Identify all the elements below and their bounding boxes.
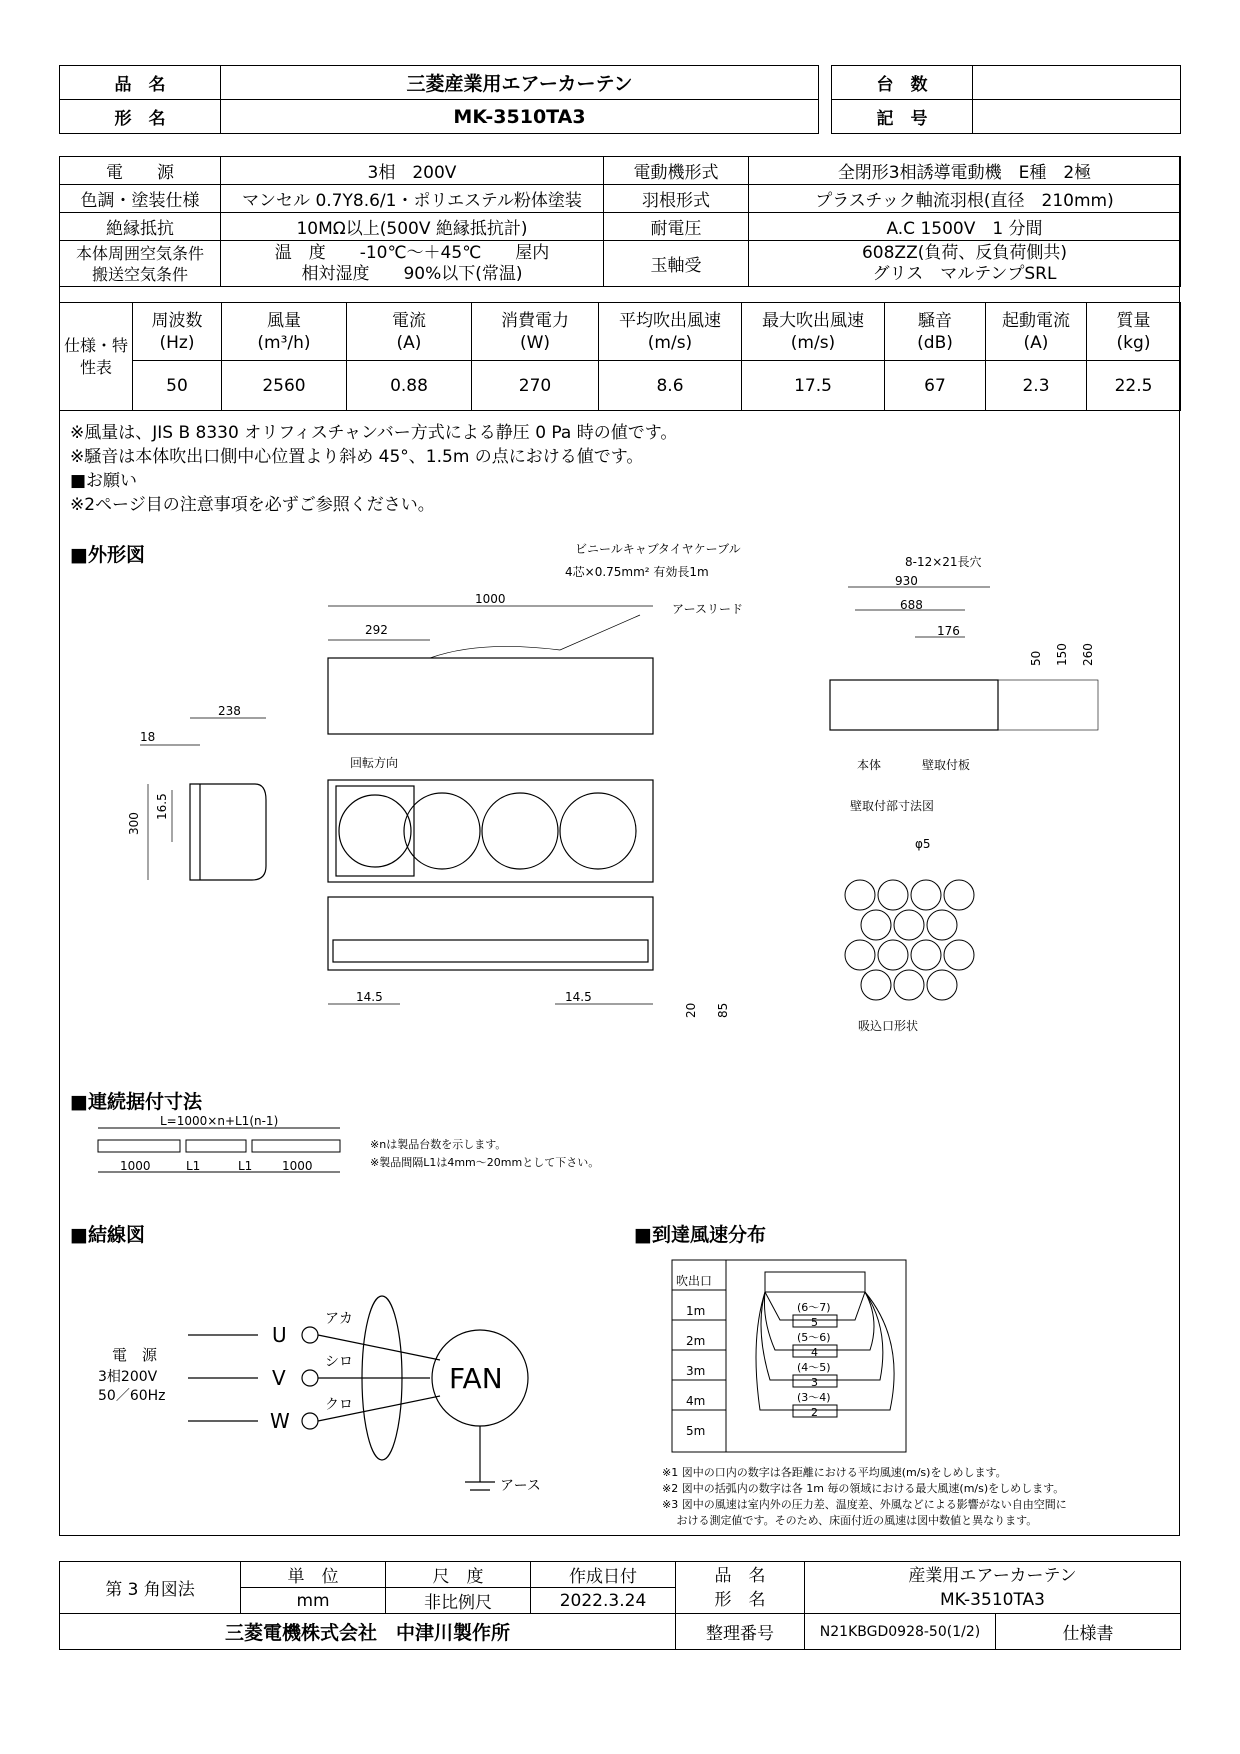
volt-label: 耐電圧 [604,213,749,241]
perf-value-freq: 50 [133,361,222,411]
fan-label: FAN [449,1362,503,1395]
perf-header-noise: 騒音 [918,310,952,331]
dist-avg-3: 2 [811,1406,818,1419]
perf-value-noise: 67 [885,361,986,411]
perf-unit-mass: (kg) [1116,332,1151,353]
dist-row-4: 4m [686,1394,706,1408]
perf-header-current: 電流 [392,310,426,331]
rotation-label: 回転方向 [350,756,399,770]
footer-tani-label: 単 位 [241,1562,386,1588]
dist-row-2: 2m [686,1334,706,1348]
holes-label: 8-12×21長穴 [905,555,982,569]
dist-avg-2: 3 [811,1376,818,1389]
hinmei-label: 品 名 [60,66,221,100]
dim-260: 260 [1081,643,1095,666]
blade-value: プラスチック軸流羽根(直径 210mm) [749,185,1181,213]
dist-range-3: (3～4) [797,1391,831,1404]
footer-shakudo-label: 尺 度 [386,1562,531,1588]
model-name: MK-3510TA3 [221,100,819,134]
perf-header-mass: 質量 [1116,310,1151,331]
note-noise: ※騒音は本体吹出口側中心位置より斜め 45°、1.5m の点における値です。 [70,447,644,467]
env-humidity: 相対湿度 90%以下(常温) [301,263,523,284]
perf-value-current: 0.88 [347,361,472,411]
bearing-value-1: 608ZZ(負荷、反負荷側共) [861,242,1067,263]
footer-date: 2022.3.24 [531,1588,676,1614]
insul-label: 絶縁抵抗 [60,213,221,241]
dim-150: 150 [1055,643,1069,666]
perf-header-airflow: 風量 [267,310,301,331]
terminal-v: V [272,1366,286,1390]
bottom-view [328,897,653,1004]
intake-circles [845,880,974,1000]
footer-date-label: 作成日付 [531,1562,676,1588]
color-label: 色調・塗装仕様 [60,185,221,213]
footer-table [59,1561,1181,1650]
dist-note-2: ※3 図中の風速は室内外の圧力差、温度差、外風などによる影響がない自由空間に [662,1498,1067,1511]
perf-unit-current: (A) [396,332,422,353]
footer-shiyo: 仕様書 [996,1614,1181,1650]
footer-katamei: MK-3510TA3 [940,1589,1045,1610]
dist-note-1: ※2 図中の括弧内の数字は各 1m 毎の領域における最大風速(m/s)をしめします。 [662,1482,1065,1495]
footer-seiri-label: 整理番号 [676,1614,805,1650]
note-request: ■お願い [70,471,138,491]
perf-header-freq: 周波数 [151,310,203,331]
section-renzoku: ■連続据付寸法 [70,1091,202,1113]
footer-company: 三菱電機株式会社 中津川製作所 [60,1614,676,1650]
perf-value-maxspeed: 17.5 [742,361,885,411]
dist-range-0: (6～7) [797,1301,831,1314]
dengen-label: 電 源 [60,157,221,185]
dist-range-1: (5～6) [797,1331,831,1344]
footer-hinmei-label: 品 名 [714,1565,766,1586]
dim-50: 50 [1029,650,1043,666]
insul-value: 10MΩ以上(500V 絶縁抵抗計) [221,213,604,241]
dim-18: 18 [140,730,156,744]
perf-unit-noise: (dB) [917,332,953,353]
footer-hinmei: 産業用エアーカーテン [908,1565,1077,1586]
perf-value-mass: 22.5 [1087,361,1181,411]
intake-label: 吸込口形状 [858,1019,919,1033]
footer-tani: mm [241,1588,386,1614]
section-kessen: ■結線図 [70,1224,145,1246]
dim-688: 688 [900,598,923,612]
perf-unit-airflow: (m³/h) [257,332,311,353]
dim-300: 300 [127,812,141,835]
env-label-1: 本体周囲空気条件 [75,243,204,263]
renzoku-note2: ※製品間隔L1は4mm～20mmとして下さい。 [370,1156,600,1169]
kigo-label: 記 号 [832,100,973,134]
wire-kuro: クロ [325,1397,353,1413]
perf-unit-avgspeed: (m/s) [647,332,693,353]
env-label-2: 搬送空気条件 [91,264,188,284]
section-fusoku: ■到達風速分布 [634,1224,766,1246]
wire-shiro: シロ [325,1354,353,1370]
dist-row-1: 1m [686,1304,706,1318]
motor-label: 電動機形式 [604,157,749,185]
section-gaikei: ■外形図 [70,544,145,566]
dim-20: 20 [684,1002,698,1018]
perf-row-label: 仕様・特性表 [60,303,133,411]
footer-katamei-label: 形 名 [714,1589,766,1610]
kabe-title: 壁取付部寸法図 [850,799,935,813]
wiring-spec1: 3相200V [98,1369,158,1385]
dist-range-2: (4～5) [797,1361,831,1374]
dist-row-5: 5m [686,1424,706,1438]
wiring-dengen: 電 源 [112,1346,158,1364]
perf-value-airflow: 2560 [222,361,347,411]
perf-header-power: 消費電力 [501,310,569,331]
note-airflow: ※風量は、JIS B 8330 オリフィスチャンバー方式による静圧 0 Pa 時の値です。 [70,423,678,443]
dist-row-3: 3m [686,1364,706,1378]
perf-unit-startcurrent: (A) [1023,332,1049,353]
cable-spec: 4芯×0.75mm² 有効長1m [565,565,709,579]
volt-value: A.C 1500V 1 分間 [749,213,1181,241]
color-value: マンセル 0.7Y8.6/1・ポリエステル粉体塗装 [221,185,604,213]
perf-value-avgspeed: 8.6 [599,361,742,411]
phi5-label: φ5 [915,837,931,851]
terminal-w: W [270,1409,290,1433]
earth-lead-label: アースリード [672,602,744,616]
perf-unit-maxspeed: (m/s) [790,332,836,353]
bearing-value-2: グリス マルテンプSRL [872,263,1057,284]
footer-hoho: 第 3 角図法 [60,1562,241,1614]
dist-note-3: おける測定値です。そのため、床面付近の風速は図中数値と異なります。 [662,1514,1038,1527]
dim-292: 292 [365,623,388,637]
dim-176: 176 [937,624,960,638]
bearing-label: 玉軸受 [604,241,749,287]
cable-label: ビニールキャブタイヤケーブル [575,542,741,556]
footer-seiri: N21KBGD0928-50(1/2) [805,1614,996,1650]
perf-header-avgspeed: 平均吹出風速 [619,310,721,331]
dim-145a: 14.5 [356,990,383,1004]
dist-avg-0: 5 [811,1316,818,1329]
renzoku-1000a: 1000 [120,1159,151,1173]
dist-avg-1: 4 [811,1346,818,1359]
renzoku-l1a: L1 [186,1159,201,1173]
katamei-label: 形 名 [60,100,221,134]
renzoku-l1b: L1 [238,1159,253,1173]
renzoku-formula: L=1000×n+L1(n-1) [160,1114,279,1128]
velocity-distribution [672,1260,906,1452]
renzoku-note1: ※nは製品台数を示します。 [370,1138,507,1151]
dim-165: 16.5 [155,793,169,820]
kabe-label: 壁取付板 [922,758,971,772]
note-page2: ※2ページ目の注意事項を必ずご参照ください。 [70,495,435,515]
perf-header-maxspeed: 最大吹出風速 [762,310,864,331]
perf-header-startcurrent: 起動電流 [1002,310,1070,331]
perf-unit-power: (W) [519,332,551,353]
dist-note-0: ※1 図中の口内の数字は各距離における平均風速(m/s)をしめします。 [662,1466,1007,1479]
perf-value-startcurrent: 2.3 [986,361,1087,411]
dim-1000: 1000 [475,592,506,606]
dim-930: 930 [895,574,918,588]
product-name: 三菱産業用エアーカーテン [221,66,819,100]
dist-row-0: 吹出口 [676,1274,713,1288]
perf-value-power: 270 [472,361,599,411]
wiring-spec2: 50／60Hz [98,1388,166,1404]
terminal-u: U [272,1323,287,1347]
env-temp: 温 度 -10℃～＋45℃ 屋内 [274,242,550,263]
motor-value: 全閉形3相誘導電動機 E種 2極 [749,157,1181,185]
dengen-value: 3相 200V [221,157,604,185]
blade-label: 羽根形式 [604,185,749,213]
wire-aka: アカ [325,1311,353,1327]
renzoku-1000b: 1000 [282,1159,313,1173]
earth-label: アース [500,1478,541,1494]
hontai-label: 本体 [857,758,882,772]
dim-85: 85 [716,1002,730,1018]
footer-shakudo: 非比例尺 [386,1588,531,1614]
daisu-label: 台 数 [832,66,973,100]
dim-145b: 14.5 [565,990,592,1004]
front-view [328,780,653,882]
perf-unit-freq: (Hz) [159,332,195,353]
dim-238: 238 [218,704,241,718]
